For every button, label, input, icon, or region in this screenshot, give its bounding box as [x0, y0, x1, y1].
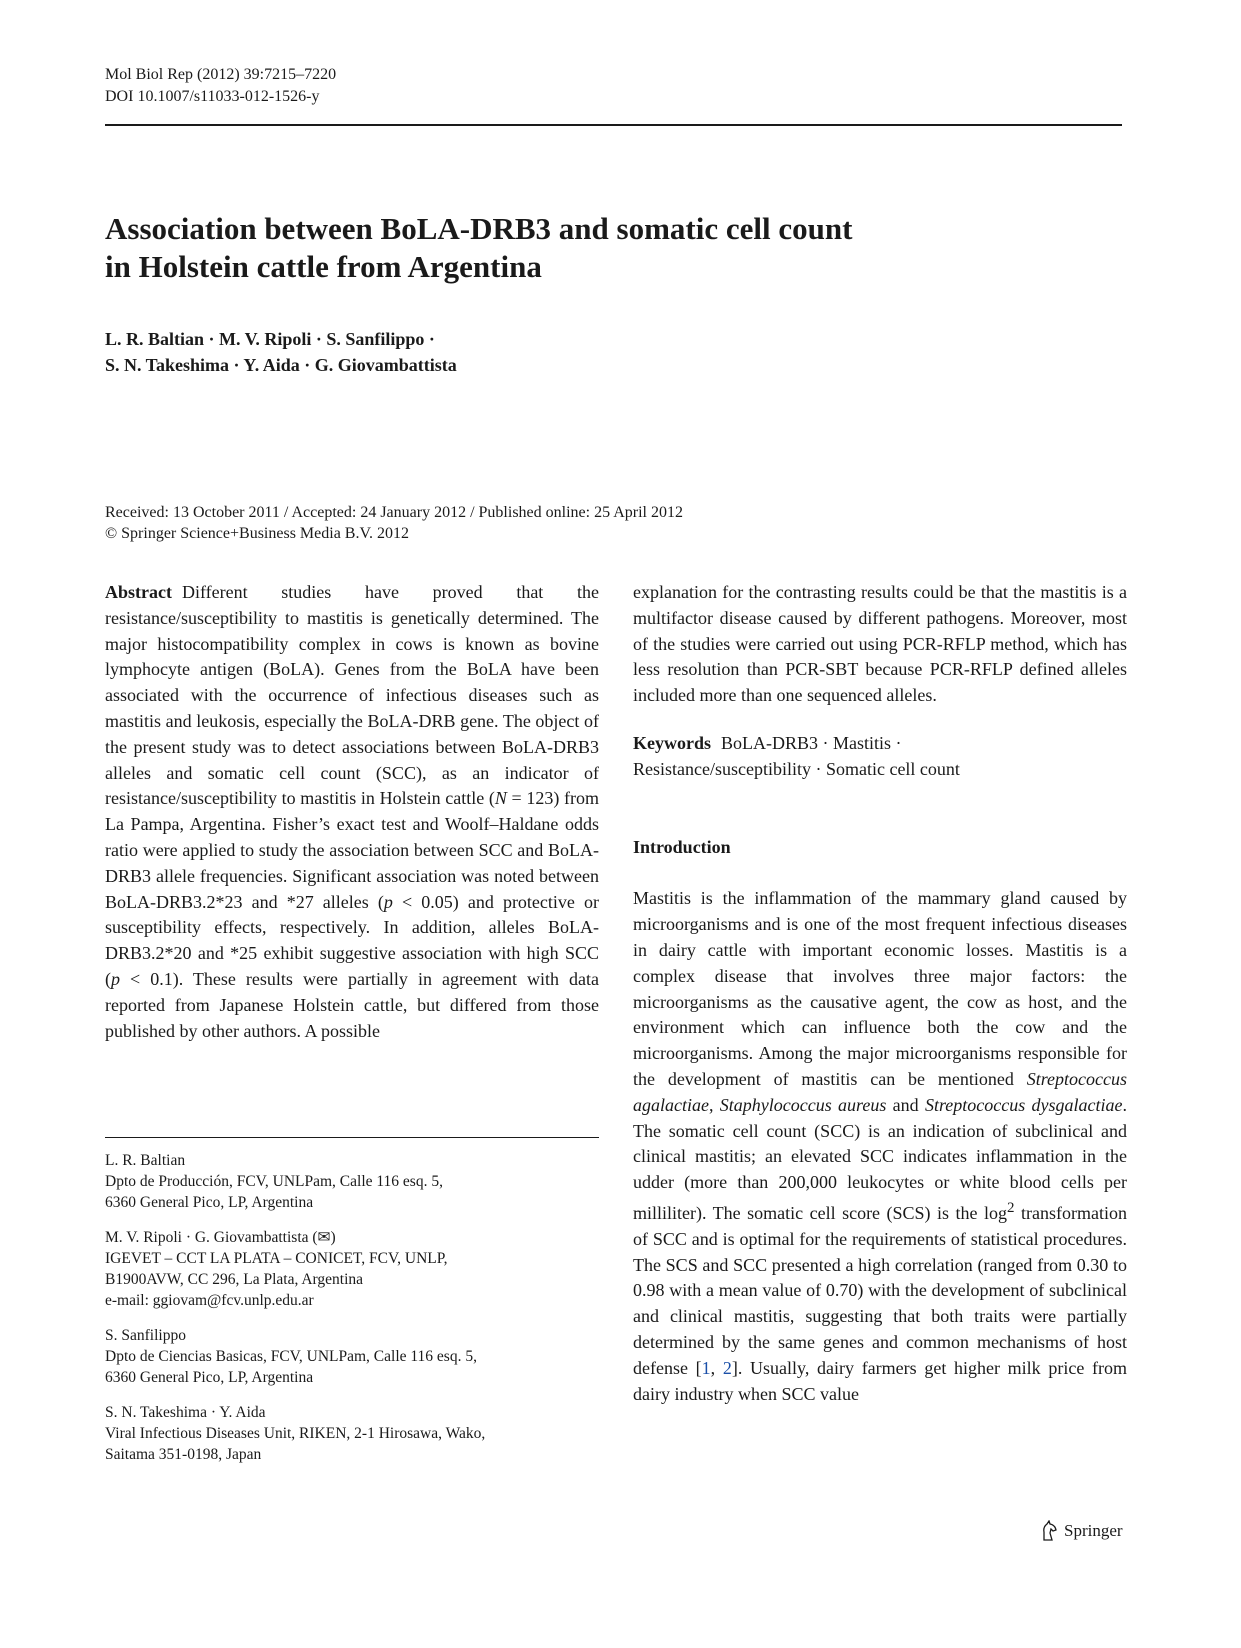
journal-citation: Mol Biol Rep (2012) 39:7215–7220 — [105, 66, 337, 83]
affiliation-address: Dpto de Producción, FCV, UNLPam, Calle 116 esq. 5, — [105, 1173, 443, 1190]
intro-text-2: . The somatic cell count (SCC) is an indication of subclinical and clinical mastitis; an elevated SCC indicates inflammation in the udder (more than 200,000 leukocytes or white blood cells per milliliter). The somatic cell score (SCS) is the log — [633, 1094, 1128, 1223]
title-line-1: Association between BoLA-DRB3 and somatic cell count — [105, 211, 853, 246]
copyright: © Springer Science+Business Media B.V. 2012 — [105, 525, 409, 542]
springer-horse-icon — [1040, 1520, 1060, 1542]
history-dates: Received: 13 October 2011 / Accepted: 24 January 2012 / Published online: 25 April 2012 — [105, 504, 683, 521]
article-title — [105, 210, 1005, 286]
affiliation — [105, 1227, 599, 1311]
superscript: 2 — [1007, 1199, 1015, 1216]
intro-text-4: ]. Usually, dairy farmers get higher milk price from dairy industry when SCC value — [633, 1357, 1128, 1404]
affiliation-names: M. V. Ripoli · G. Giovambattista (✉) — [105, 1229, 336, 1246]
affiliation-names: L. R. Baltian — [105, 1152, 186, 1169]
title-line-2: in Holstein cattle from Argentina — [105, 249, 542, 284]
authors-line-1: L. R. Baltian · M. V. Ripoli · S. Sanfilippo · — [105, 329, 435, 349]
publisher-logo — [1040, 1520, 1123, 1542]
abstract — [105, 580, 599, 1044]
introduction-text — [633, 886, 1127, 1407]
intro-text-3: transformation of SCC and is optimal for the requirements of statistical procedures. The SCS and SCC presented a high correlation (ranged from 0.30 to 0.98 with a mean value of 0.70) with the development of subclinical and clinical mastitis, suggesting that both traits were partially determined by the same genes and common mechanisms of host defense [ — [633, 1202, 1127, 1378]
abstract-continuation: explanation for the contrasting results could be that the mastitis is a multifactor disease caused by different pathogens. Moreover, most of the studies were carried out using PCR-RFLP method, which has less resolution than PCR-SBT because PCR-RFLP defined alleles included more than one sequenced alleles. — [633, 582, 1127, 706]
affiliations — [105, 1150, 599, 1479]
affiliation-address: Viral Infectious Diseases Unit, RIKEN, 2-1 Hirosawa, Wako, — [105, 1425, 486, 1442]
authors-line-2: S. N. Takeshima · Y. Aida · G. Giovambattista — [105, 355, 457, 375]
abstract-p-var: p — [383, 891, 393, 912]
abstract-text-3: < 0.05) and protective or susceptibility effects, respectively. In addition, alleles BoLA-DRB3.2*20 and *25 exhibit suggestive association with high SCC ( — [105, 891, 600, 989]
species-2: Staphylococcus aureus — [719, 1094, 887, 1115]
abstract-p-var-2: p — [111, 968, 120, 989]
abstract-text-4: < 0.1). These results were partially in agreement with data reported from Japanese Holstein cattle, but differed from those published by other authors. A possible — [105, 968, 599, 1041]
affiliation-address: Saitama 351-0198, Japan — [105, 1446, 262, 1463]
species-1: Streptococcus agalactiae — [633, 1068, 1127, 1115]
abstract-text-2: = 123) from La Pampa, Argentina. Fisher’s exact test and Woolf–Haldane odds ratio were applied to study the association between SCC and BoLA-DRB3 allele frequencies. Significant association was noted between BoLA-DRB3.2*23 and *27 alleles ( — [105, 788, 599, 912]
citation-link-1[interactable]: 1 — [701, 1357, 711, 1378]
keywords — [633, 731, 1127, 783]
affiliation-names: S. Sanfilippo — [105, 1327, 186, 1344]
right-column — [633, 580, 1127, 1407]
header-rule — [105, 124, 1122, 126]
publisher-name: Springer — [1064, 1521, 1123, 1540]
affiliation — [105, 1402, 599, 1465]
abstract-label: Abstract — [105, 582, 172, 602]
author-list — [105, 326, 457, 378]
affiliation-address: 6360 General Pico, LP, Argentina — [105, 1369, 314, 1386]
keywords-line-2: Resistance/susceptibility · Somatic cell count — [633, 758, 960, 779]
affiliation — [105, 1325, 599, 1388]
affiliation — [105, 1150, 599, 1213]
email-link[interactable]: e-mail: ggiovam@fcv.unlp.edu.ar — [105, 1292, 314, 1309]
abstract-n-var: N — [494, 788, 507, 809]
intro-text-1: Mastitis is the inflammation of the mammary gland caused by microorganisms and is one of the most frequent infectious diseases in dairy cattle with important economic losses. Mastitis is a complex disease that involves three major factors: the microorganisms as the causative agent, the cow as host, and the environment which can influence both the cow and the microorganisms. Among the major microorganisms responsible for the development of mastitis can be mentioned — [633, 888, 1127, 1089]
journal-header — [105, 64, 336, 108]
publication-dates — [105, 502, 683, 544]
abstract-text-1: Different studies have proved that the resistance/susceptibility to mastitis is genetically determined. The major histocompatibility complex in cows is known as bovine lymphocyte antigen (BoLA). Genes from the BoLA have been associated with the occurrence of infectious diseases such as mastitis and leukosis, especially the BoLA-DRB gene. The object of the present study was to detect associations between BoLA-DRB3 alleles and somatic cell count (SCC), as an indicator of resistance/susceptibility to mastitis in Holstein cattle ( — [105, 582, 599, 809]
affiliation-names: S. N. Takeshima · Y. Aida — [105, 1404, 266, 1421]
intro-sep-2: and — [886, 1094, 925, 1115]
affiliation-address: Dpto de Ciencias Basicas, FCV, UNLPam, Calle 116 esq. 5, — [105, 1348, 477, 1365]
affiliation-address: B1900AVW, CC 296, La Plata, Argentina — [105, 1271, 364, 1288]
doi[interactable]: DOI 10.1007/s11033-012-1526-y — [105, 88, 320, 105]
introduction-heading: Introduction — [633, 836, 731, 857]
citation-sep: , — [710, 1357, 723, 1378]
affiliation-rule — [105, 1137, 599, 1138]
citation-link-2[interactable]: 2 — [722, 1357, 732, 1378]
keywords-line-1: BoLA-DRB3 · Mastitis · — [721, 732, 902, 753]
intro-sep-1: , — [708, 1094, 720, 1115]
affiliation-address: IGEVET – CCT LA PLATA – CONICET, FCV, UNLP, — [105, 1250, 448, 1267]
keywords-label: Keywords — [633, 732, 711, 753]
species-3: Streptococcus dysgalactiae — [924, 1094, 1123, 1115]
affiliation-address: 6360 General Pico, LP, Argentina — [105, 1194, 314, 1211]
left-column — [105, 580, 599, 1044]
